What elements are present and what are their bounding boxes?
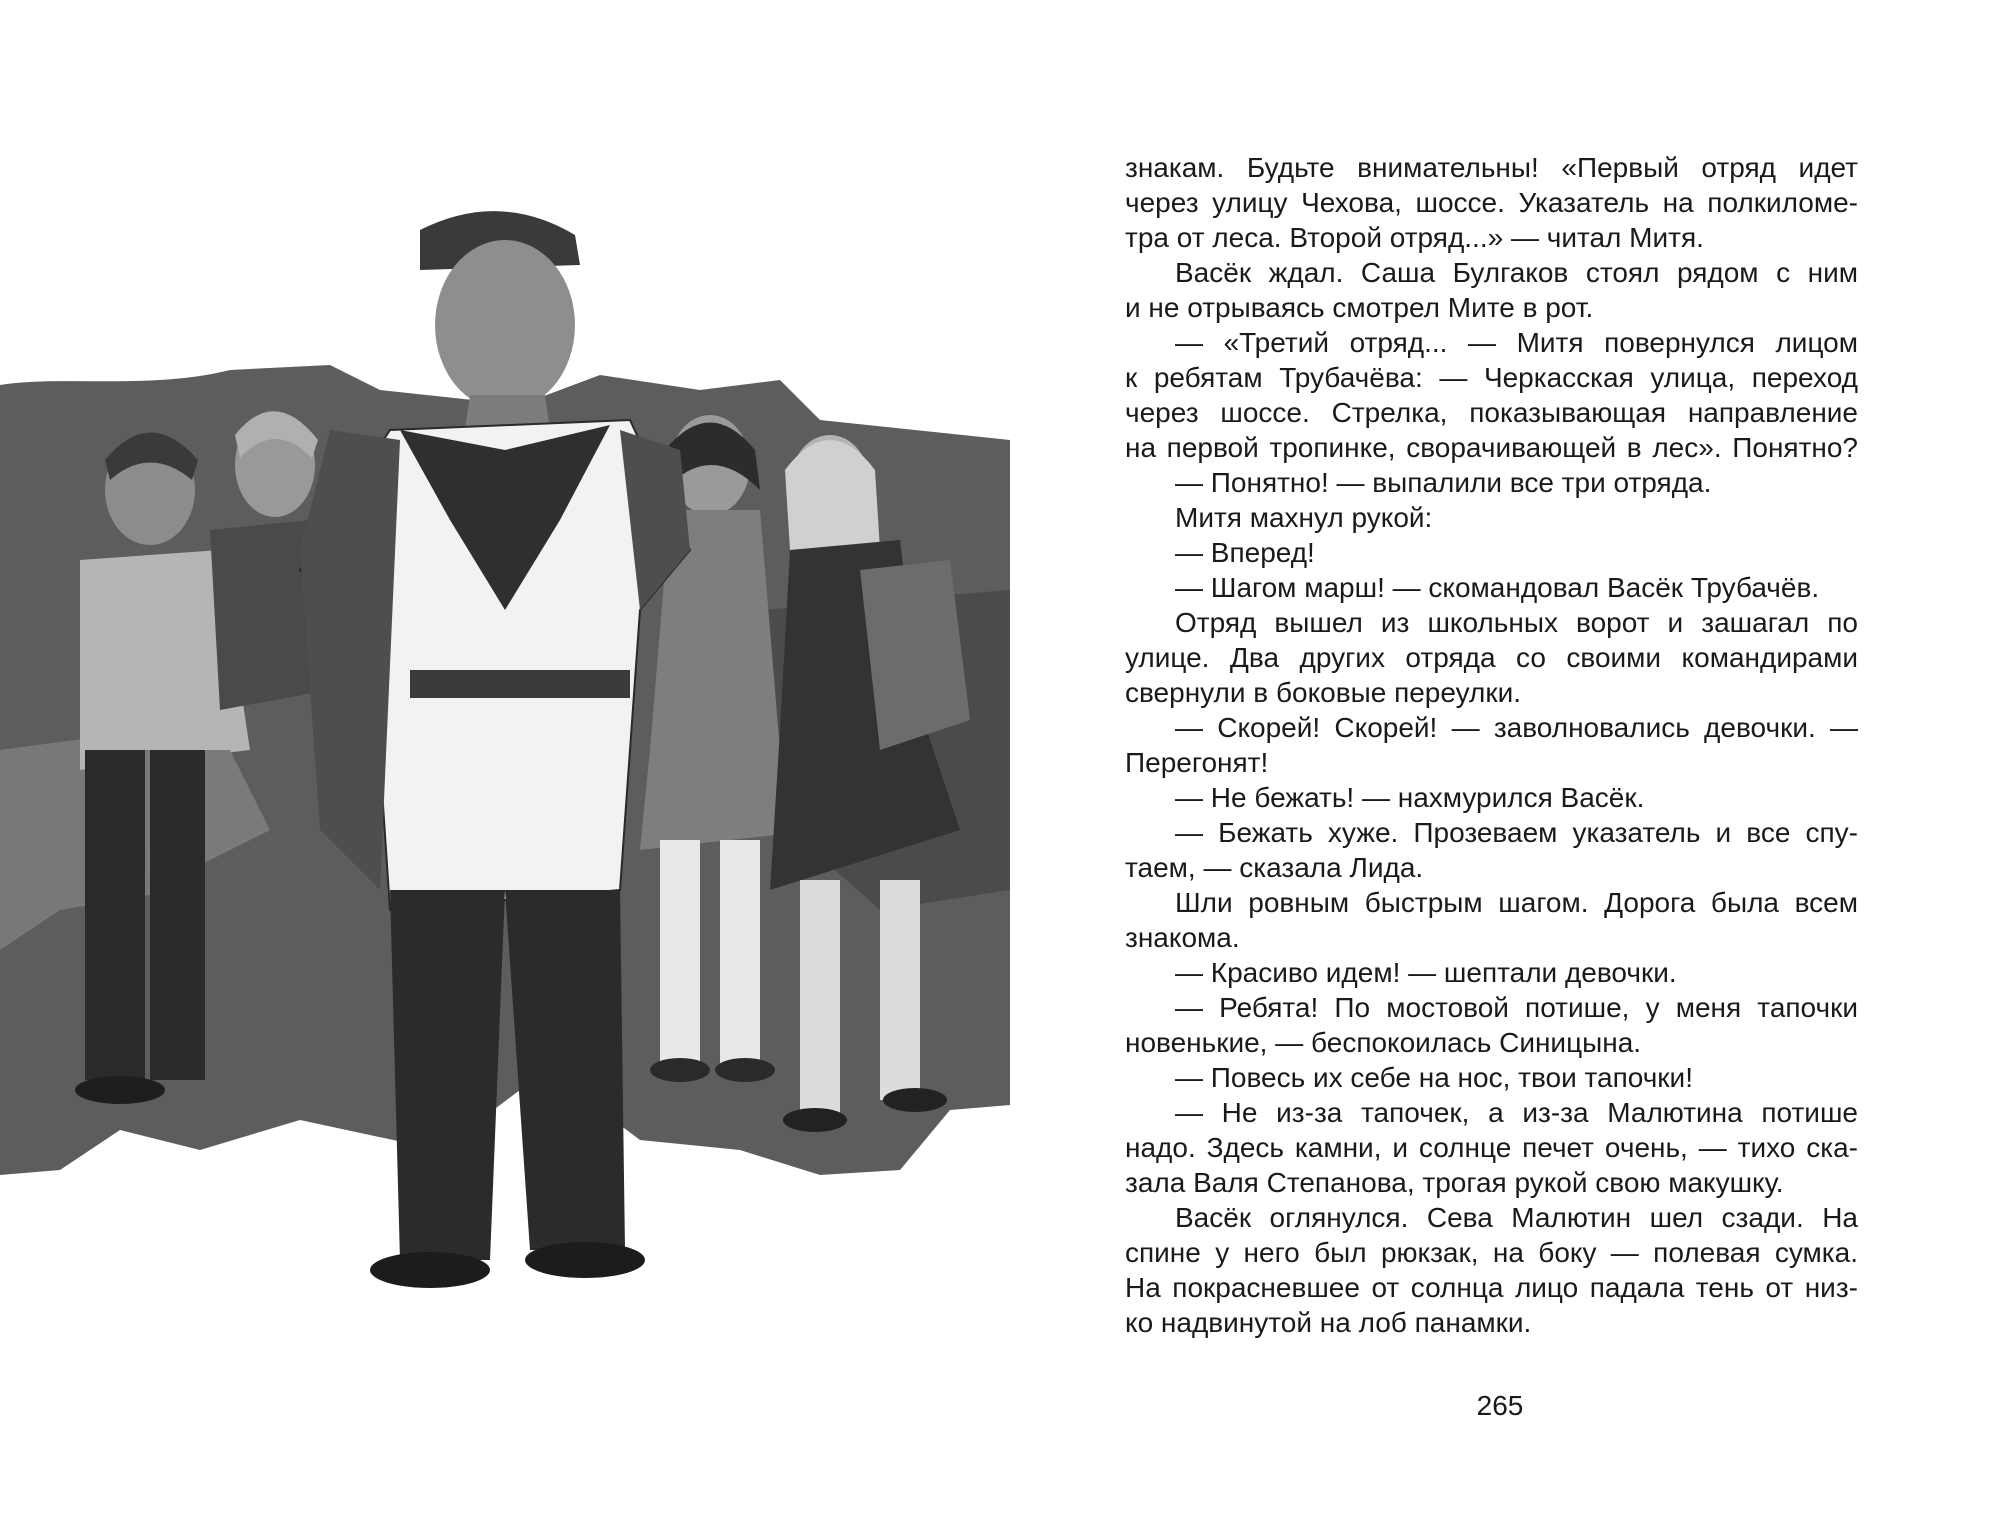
text-line: — Вперед! xyxy=(1175,537,1315,568)
text-line: улице. Два других отряда со своими командирами xyxy=(1125,642,1858,673)
text-line: через улицу Чехова, шоссе. Указатель на полкиломе- xyxy=(1125,187,1858,218)
text-line: — Шагом марш! — скомандовал Васёк Трубачёв. xyxy=(1175,572,1820,603)
text-line: Васёк ждал. Саша Булгаков стоял рядом с ним xyxy=(1175,257,1858,288)
text-line: таем, — сказала Лида. xyxy=(1125,852,1424,883)
text-line: знакам. Будьте внимательны! «Первый отряд идет xyxy=(1125,152,1858,183)
text-line: спине у него был рюкзак, на боку — полевая сумка. xyxy=(1125,1237,1858,1268)
text-line: — Ребята! По мостовой потише, у меня тапочки xyxy=(1175,992,1858,1023)
text-line: через шоссе. Стрелка, показывающая направление xyxy=(1125,397,1858,428)
page-number: 265 xyxy=(1476,1390,1524,1421)
text-line: знакома. xyxy=(1125,922,1240,953)
text-column xyxy=(1125,150,1858,1340)
text-line: Шли ровным быстрым шагом. Дорога была всем xyxy=(1175,887,1858,918)
text-line: Отряд вышел из школьных ворот и зашагал по xyxy=(1175,607,1858,638)
text-line: свернули в боковые переулки. xyxy=(1125,677,1522,708)
text-line: — Повесь их себе на нос, твои тапочки! xyxy=(1175,1062,1693,1093)
text-line: Перегонят! xyxy=(1125,747,1269,778)
text-line: — Красиво идем! — шептали девочки. xyxy=(1175,957,1677,988)
text-line: тра от леса. Второй отряд...» — читал Митя. xyxy=(1125,222,1704,253)
text-line: — Не из-за тапочек, а из-за Малютина потише xyxy=(1175,1097,1858,1128)
text-line: к ребятам Трубачёва: — Черкасская улица, переход xyxy=(1125,362,1858,393)
text-line: на первой тропинке, сворачивающей в лес». Понятно? xyxy=(1125,432,1858,463)
children-illustration-icon xyxy=(0,190,1010,1310)
text-line: новенькие, — беспокоилась Синицына. xyxy=(1125,1027,1642,1058)
text-line: зала Валя Степанова, трогая рукой свою макушку. xyxy=(1125,1167,1784,1198)
text-line: — Скорей! Скорей! — заволновались девочки. — xyxy=(1175,712,1858,743)
text-line: надо. Здесь камни, и солнце печет очень, — тихо ска- xyxy=(1125,1132,1858,1163)
illustration xyxy=(0,190,1010,1310)
text-line: — Не бежать! — нахмурился Васёк. xyxy=(1175,782,1645,813)
text-line: Митя махнул рукой: xyxy=(1175,502,1433,533)
text-line: — Бежать хуже. Прозеваем указатель и все спу- xyxy=(1175,817,1858,848)
text-line: Васёк оглянулся. Сева Малютин шел сзади. На xyxy=(1175,1202,1858,1233)
text-line: — Понятно! — выпалили все три отряда. xyxy=(1175,467,1712,498)
text-line: — «Третий отряд... — Митя повернулся лицом xyxy=(1175,327,1858,358)
text-line: ко надвинутой на лоб панамки. xyxy=(1125,1307,1532,1338)
text-line: и не отрываясь смотрел Мите в рот. xyxy=(1125,292,1594,323)
text-line: На покрасневшее от солнца лицо падала тень от низ- xyxy=(1125,1272,1858,1303)
